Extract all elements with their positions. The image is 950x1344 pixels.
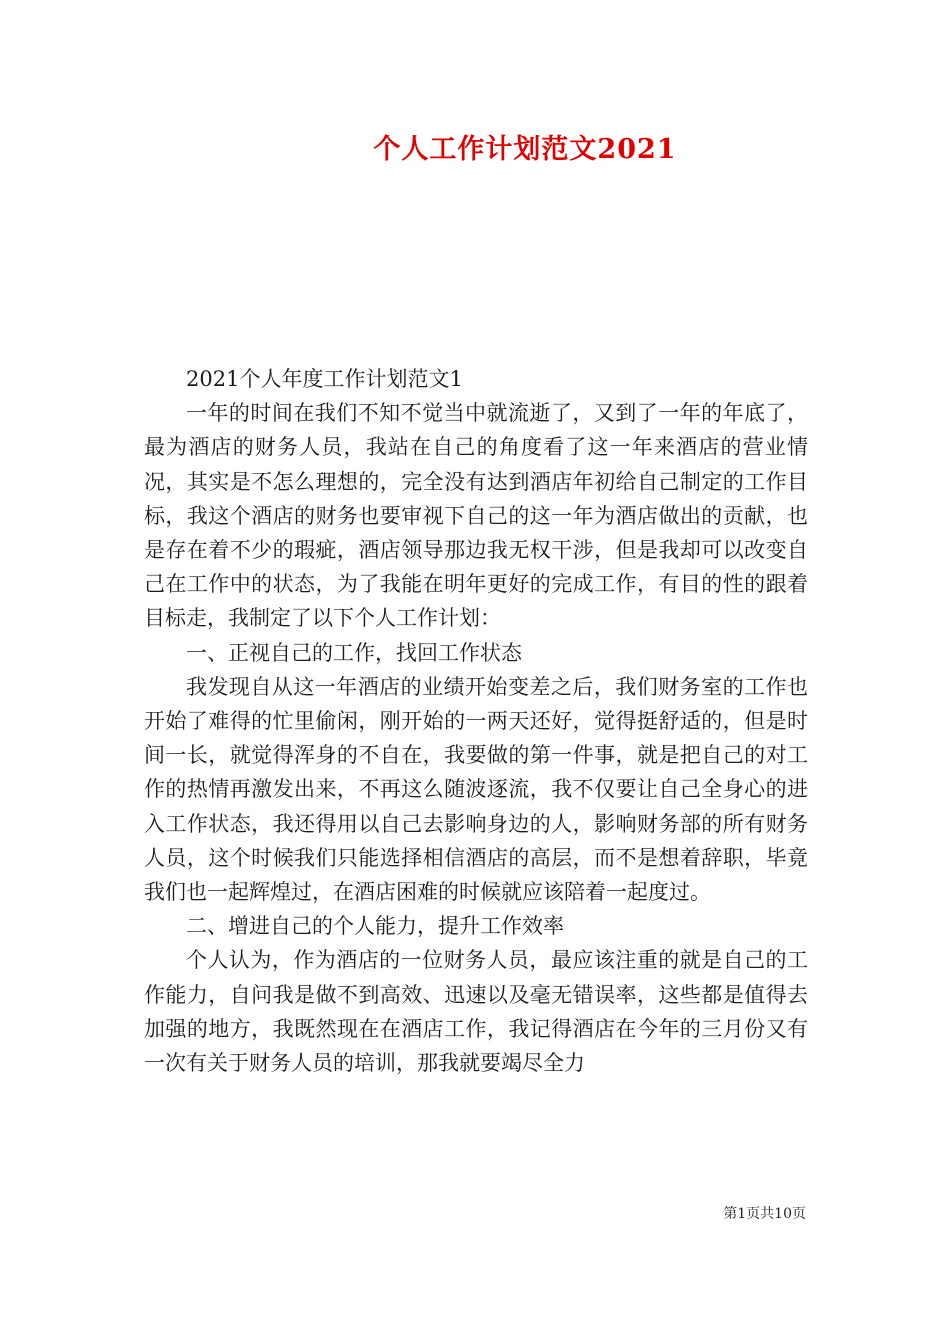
section-heading: 二、增进自己的个人能力，提升工作效率 bbox=[186, 914, 564, 939]
page-title: 个人工作计划范文2021 bbox=[373, 134, 677, 165]
body-paragraph: 一年的时间在我们不知不觉当中就流逝了，又到了一年的年底了，最为酒店的财务人员，我站在自己的角度看了这一年来酒店的营业情况，其实是不怎么理想的，完全没有达到酒店年初给自己制定的工作目标，我这个酒店的财务也要审视下自己的这一年为酒店做出的贡献，也是存在着不少的瑕疵，酒店领导那边我无权干涉，但是我却可以改变自己在工作中的状态，为了我能在明年更好的完成工作，有目的性的跟着目标走，我制定了以下个人工作计划： bbox=[144, 401, 808, 631]
page-number: 第1页共10页 bbox=[723, 1206, 806, 1222]
document-body bbox=[144, 362, 808, 1080]
body-paragraph: 个人认为，作为酒店的一位财务人员，最应该注重的就是自己的工作能力，自问我是做不到高效、迅速以及毫无错误率，这些都是值得去加强的地方，我既然现在在酒店工作，我记得酒店在今年的三月份又有一次有关于财务人员的培训，那我就要竭尽全力 bbox=[144, 948, 808, 1076]
section-heading: 一、正视自己的工作，找回工作状态 bbox=[186, 640, 522, 665]
body-paragraph: 我发现自从这一年酒店的业绩开始变差之后，我们财务室的工作也开始了难得的忙里偷闲，刚开始的一两天还好，觉得挺舒适的，但是时间一长，就觉得浑身的不自在，我要做的第一件事，就是把自己的对工作的热情再激发出来，不再这么随波逐流，我不仅要让自己全身心的进入工作状态，我还得用以自己去影响身边的人，影响财务部的所有财务人员，这个时候我们只能选择相信酒店的高层，而不是想着辞职，毕竟我们也一起辉煌过，在酒店困难的时候就应该陪着一起度过。 bbox=[144, 674, 808, 905]
section-heading: 2021个人年度工作计划范文1 bbox=[186, 367, 463, 391]
